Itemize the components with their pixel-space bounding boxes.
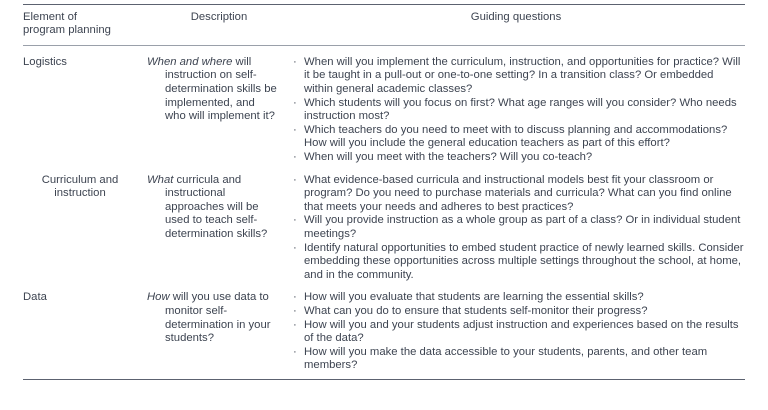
guiding-questions-list <box>291 174 745 283</box>
cell-guiding-questions <box>287 282 745 373</box>
bullet-icon: · <box>293 241 297 254</box>
table-header-row <box>23 5 745 45</box>
bullet-icon: · <box>293 123 297 136</box>
bullet-icon: · <box>293 318 297 331</box>
bullet-icon: · <box>293 291 297 304</box>
column-header-description: Description <box>190 11 248 23</box>
table-bottom-rule <box>23 379 745 380</box>
table-body <box>23 46 745 373</box>
description-text <box>147 174 277 242</box>
question-text: When will you meet with the teachers? Will you co-teach? <box>304 150 593 163</box>
list-item <box>291 305 745 319</box>
question-text: What can you do to ensure that students self-monitor their progress? <box>304 304 648 317</box>
question-text: How will you make the data accessible to your students, parents, and other team members? <box>304 345 708 372</box>
description-text <box>147 56 277 124</box>
bullet-icon: · <box>293 345 297 358</box>
description-lead-in: How <box>147 291 170 304</box>
list-item <box>291 56 745 97</box>
question-text: What evidence-based curricula and instructional models best fit your classroom or program? Do you need to purchase materials and curricula? What can you find online that meets your needs and adheres to best practices? <box>304 173 732 213</box>
question-text: When will you implement the curriculum, instruction, and opportunities for practice? Will it be taught in a pull-out or one-to-one setting? In a transition class? Or embedded within general academic classes? <box>304 55 741 95</box>
question-text: Will you provide instruction as a whole group as part of a class? Or in individual student meetings? <box>304 214 741 240</box>
bullet-icon: · <box>293 96 297 109</box>
description-body: curricula and instructional approaches will be used to teach self-determination skills? <box>165 173 268 240</box>
cell-description <box>145 165 287 283</box>
description-body: will you use data to monitor self-determination in your students? <box>165 291 271 345</box>
table-row <box>23 282 745 373</box>
list-item <box>291 97 745 124</box>
list-item <box>291 346 745 373</box>
table-row <box>23 165 745 283</box>
list-item <box>291 151 745 165</box>
cell-element <box>23 46 145 165</box>
list-item <box>291 319 745 346</box>
list-item <box>291 174 745 215</box>
cell-element <box>23 165 145 283</box>
element-label: Data <box>23 291 47 304</box>
description-text <box>147 291 277 345</box>
element-label: Curriculum and instruction <box>41 173 119 200</box>
question-text: How will you evaluate that students are learning the essential skills? <box>304 291 644 304</box>
list-item <box>291 124 745 151</box>
guiding-questions-list <box>291 56 745 165</box>
table-row <box>23 46 745 165</box>
cell-guiding-questions <box>287 46 745 165</box>
description-lead-in: What <box>147 173 174 186</box>
question-text: Which teachers do you need to meet with to discuss planning and accommodations? How will you include the general education teachers as part of this effort? <box>304 123 728 150</box>
cell-description <box>145 46 287 165</box>
question-text: How will you and your students adjust instruction and experiences based on the results of the data? <box>304 318 739 345</box>
column-header-element: Element of program planning <box>23 11 111 37</box>
description-lead-in: When and where <box>147 55 233 68</box>
cell-element <box>23 282 145 373</box>
list-item <box>291 214 745 241</box>
bullet-icon: · <box>293 304 297 317</box>
guiding-questions-list <box>291 291 745 373</box>
program-planning-table-body <box>23 46 745 373</box>
bullet-icon: · <box>293 173 297 186</box>
question-text: Identify natural opportunities to embed student practice of newly learned skills. Consider embedding these opportunities across multiple settings throughout the school, at home, and in the community. <box>304 241 744 281</box>
cell-description <box>145 282 287 373</box>
bullet-icon: · <box>293 55 297 68</box>
program-planning-table <box>23 5 745 45</box>
column-header-guiding-questions: Guiding questions <box>470 11 562 23</box>
bullet-icon: · <box>293 150 297 163</box>
description-body: will instruction on self-determination skills be implemented, and who will implement it? <box>165 55 277 123</box>
list-item <box>291 242 745 283</box>
bullet-icon: · <box>293 214 297 227</box>
table-header <box>23 5 745 45</box>
question-text: Which students will you focus on first? What age ranges will you consider? Who needs instruction most? <box>304 96 737 123</box>
element-label: Logistics <box>23 55 67 68</box>
planning-table-container <box>23 4 745 380</box>
list-item <box>291 291 745 305</box>
cell-guiding-questions <box>287 165 745 283</box>
